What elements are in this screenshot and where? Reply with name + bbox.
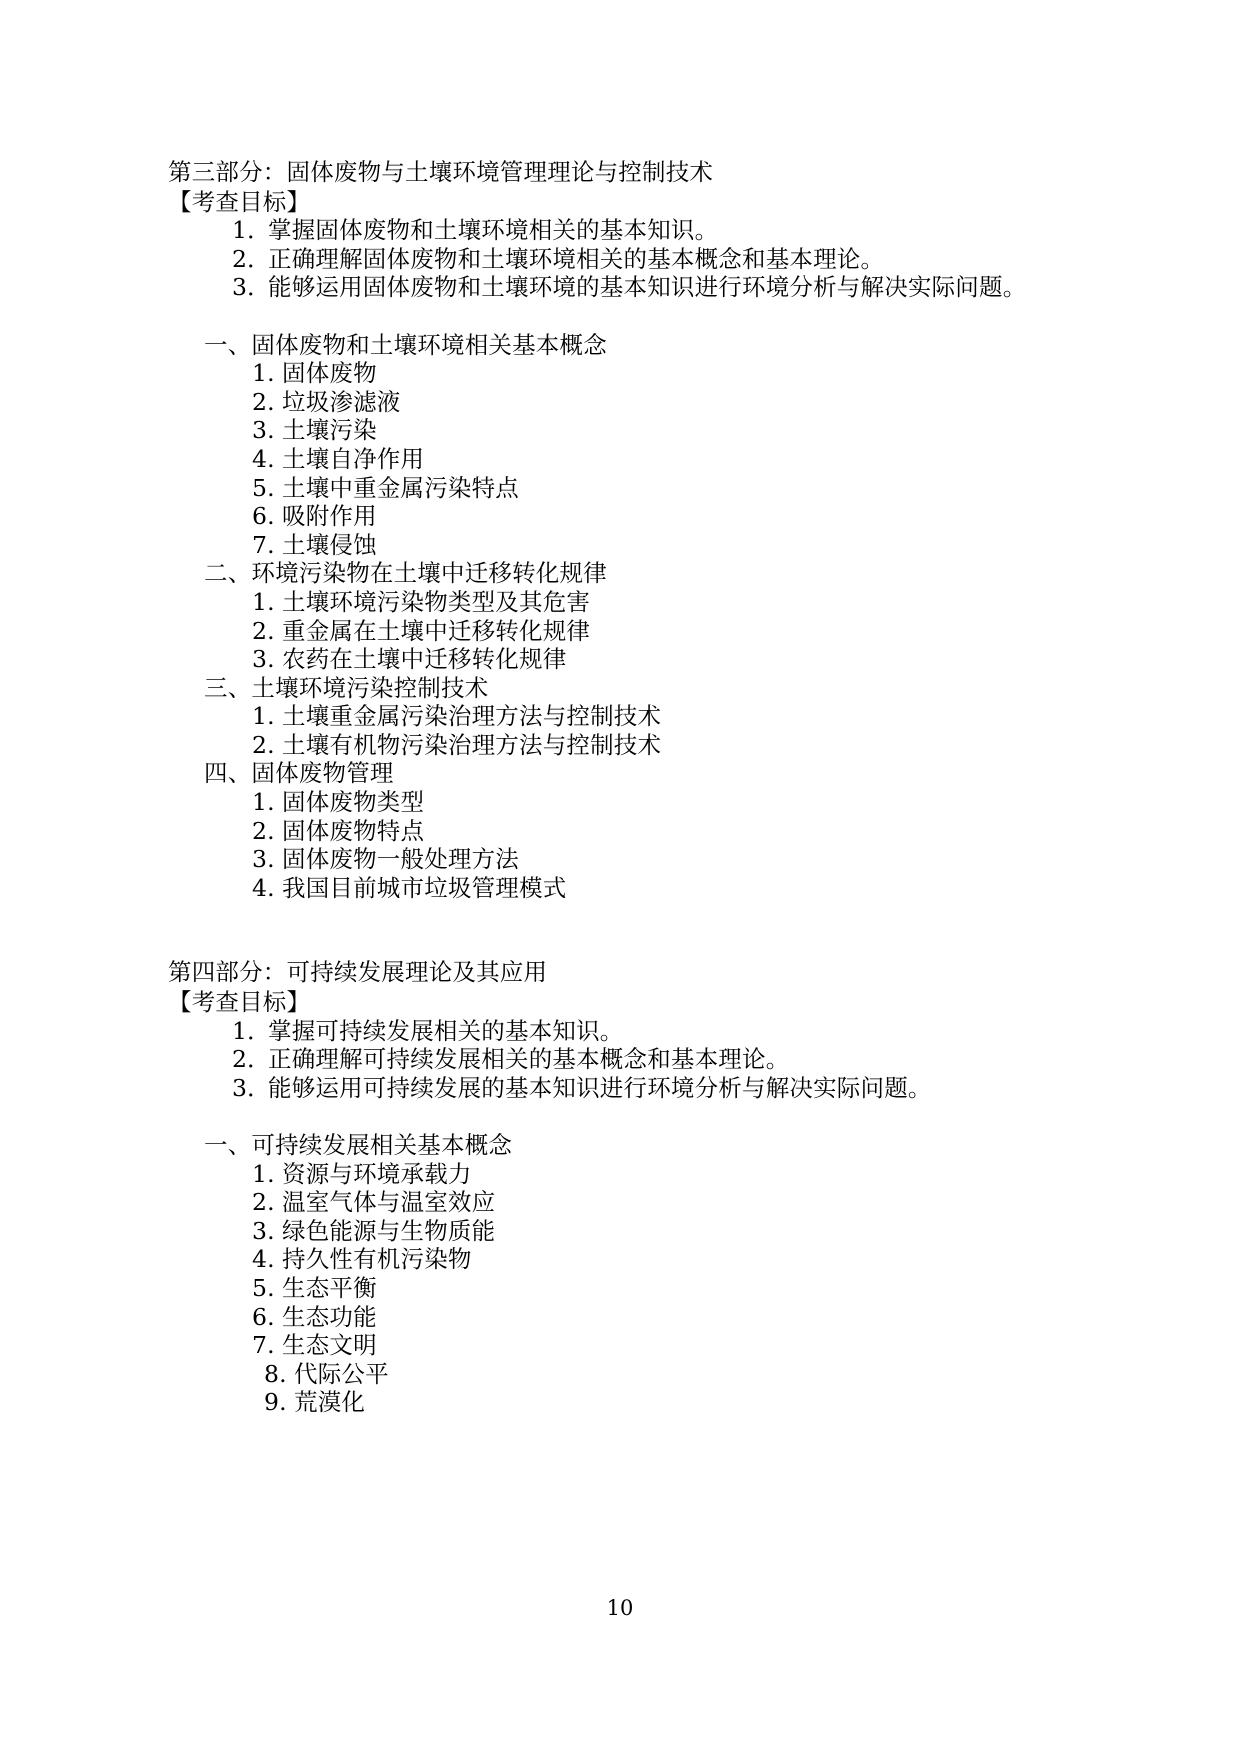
list-item xyxy=(168,531,1088,560)
list-item-text: 生态文明 xyxy=(282,1331,377,1360)
list-item xyxy=(168,588,1088,617)
list-item-number: 3. xyxy=(252,645,275,674)
list-item xyxy=(168,1274,1088,1303)
list-item xyxy=(168,1360,1088,1389)
list-item xyxy=(168,359,1088,388)
list-item-number: 1. xyxy=(252,359,275,388)
list-item xyxy=(168,1160,1088,1189)
section-heading: 一、固体废物和土壤环境相关基本概念 xyxy=(204,330,607,359)
section-heading: 四、固体废物管理 xyxy=(204,759,394,788)
list-item-text: 固体废物类型 xyxy=(282,788,425,817)
goal-item-text: 能够运用可持续发展的基本知识进行环境分析与解决实际问题。 xyxy=(268,1073,932,1102)
goal-item-number: 3． xyxy=(232,1073,271,1102)
list-item xyxy=(168,1217,1088,1246)
list-item-number: 2. xyxy=(252,730,275,759)
list-item-number: 1. xyxy=(252,788,275,817)
list-item xyxy=(168,1245,1088,1274)
page-content xyxy=(168,158,1088,1417)
list-item-number: 5. xyxy=(252,473,275,502)
list-item-text: 重金属在土壤中迁移转化规律 xyxy=(282,616,591,645)
list-item xyxy=(168,445,1088,474)
list-item-number: 7. xyxy=(252,1331,275,1360)
list-item-text: 农药在土壤中迁移转化规律 xyxy=(282,645,567,674)
goal-item-number: 2． xyxy=(232,244,271,273)
list-item-number: 4. xyxy=(252,444,275,473)
list-item-text: 资源与环境承载力 xyxy=(282,1159,472,1188)
list-item xyxy=(168,1188,1088,1217)
goal-item-number: 1． xyxy=(232,1016,271,1045)
goal-item xyxy=(168,245,1088,274)
list-item-text: 土壤重金属污染治理方法与控制技术 xyxy=(282,702,662,731)
list-item xyxy=(168,874,1088,903)
list-item-number: 3. xyxy=(252,416,275,445)
goal-item xyxy=(168,1017,1088,1046)
list-item-number: 6. xyxy=(252,502,275,531)
goal-item-number: 1． xyxy=(232,216,271,245)
list-item-text: 土壤侵蚀 xyxy=(282,530,377,559)
goal-item xyxy=(168,1074,1088,1103)
list-item-number: 7. xyxy=(252,530,275,559)
list-item-text: 温室气体与温室效应 xyxy=(282,1188,496,1217)
list-item-text: 我国目前城市垃圾管理模式 xyxy=(282,873,567,902)
spacer xyxy=(168,302,1088,331)
list-item xyxy=(168,645,1088,674)
list-item-text: 生态平衡 xyxy=(282,1273,377,1302)
list-item xyxy=(168,388,1088,417)
list-item-number: 5. xyxy=(252,1273,275,1302)
list-item-number: 9. xyxy=(264,1388,287,1417)
list-item-number: 1. xyxy=(252,702,275,731)
list-item-text: 持久性有机污染物 xyxy=(282,1245,472,1274)
goal-item-text: 正确理解可持续发展相关的基本概念和基本理论。 xyxy=(268,1045,790,1074)
spacer xyxy=(168,1102,1088,1131)
list-item-text: 生态功能 xyxy=(282,1302,377,1331)
list-item-text: 土壤中重金属污染特点 xyxy=(282,473,519,502)
list-item-number: 2. xyxy=(252,816,275,845)
list-item xyxy=(168,817,1088,846)
list-item xyxy=(168,788,1088,817)
list-item xyxy=(168,617,1088,646)
list-item xyxy=(168,1388,1088,1417)
list-item-text: 固体废物特点 xyxy=(282,816,425,845)
list-item-number: 1. xyxy=(252,1159,275,1188)
list-item-text: 土壤自净作用 xyxy=(282,444,425,473)
goal-item-number: 2． xyxy=(232,1045,271,1074)
part-title: 第三部分：固体废物与土壤环境管理理论与控制技术 xyxy=(168,158,714,186)
list-item xyxy=(168,502,1088,531)
list-item xyxy=(168,731,1088,760)
list-item-text: 土壤环境污染物类型及其危害 xyxy=(282,587,591,616)
list-item-text: 吸附作用 xyxy=(282,502,377,531)
exam-goal-heading: 【考查目标】 xyxy=(168,988,311,1017)
list-item-text: 绿色能源与生物质能 xyxy=(282,1216,496,1245)
list-item-number: 2. xyxy=(252,387,275,416)
goal-item xyxy=(168,273,1088,302)
goal-item-text: 正确理解固体废物和土壤环境相关的基本概念和基本理论。 xyxy=(268,244,885,273)
list-item-text: 土壤污染 xyxy=(282,416,377,445)
list-item xyxy=(168,1331,1088,1360)
page-number: 10 xyxy=(606,1596,634,1620)
goal-item-text: 掌握固体废物和土壤环境相关的基本知识。 xyxy=(268,216,719,245)
list-item xyxy=(168,845,1088,874)
list-item-number: 3. xyxy=(252,845,275,874)
list-item-text: 土壤有机物污染治理方法与控制技术 xyxy=(282,730,662,759)
list-item-number: 4. xyxy=(252,873,275,902)
list-item-number: 3. xyxy=(252,1216,275,1245)
list-item xyxy=(168,1303,1088,1332)
goal-item-text: 能够运用固体废物和土壤环境的基本知识进行环境分析与解决实际问题。 xyxy=(268,273,1027,302)
goal-item xyxy=(168,216,1088,245)
list-item-number: 8. xyxy=(264,1359,287,1388)
spacer xyxy=(168,902,1088,958)
list-item xyxy=(168,416,1088,445)
list-item-number: 2. xyxy=(252,616,275,645)
list-item xyxy=(168,474,1088,503)
list-item-number: 6. xyxy=(252,1302,275,1331)
section-heading: 三、土壤环境污染控制技术 xyxy=(204,673,489,702)
goal-item-text: 掌握可持续发展相关的基本知识。 xyxy=(268,1016,624,1045)
list-item-text: 固体废物 xyxy=(282,359,377,388)
list-item-text: 荒漠化 xyxy=(294,1388,366,1417)
list-item-number: 4. xyxy=(252,1245,275,1274)
section-heading: 二、环境污染物在土壤中迁移转化规律 xyxy=(204,559,607,588)
list-item-text: 代际公平 xyxy=(294,1359,389,1388)
goal-item xyxy=(168,1045,1088,1074)
list-item-text: 固体废物一般处理方法 xyxy=(282,845,519,874)
list-item-number: 2. xyxy=(252,1188,275,1217)
list-item xyxy=(168,702,1088,731)
list-item-text: 垃圾渗滤液 xyxy=(282,387,401,416)
goal-item-number: 3． xyxy=(232,273,271,302)
exam-goal-heading: 【考查目标】 xyxy=(168,187,311,216)
list-item-number: 1. xyxy=(252,587,275,616)
part-title: 第四部分：可持续发展理论及其应用 xyxy=(168,958,548,987)
section-heading: 一、可持续发展相关基本概念 xyxy=(204,1131,513,1159)
